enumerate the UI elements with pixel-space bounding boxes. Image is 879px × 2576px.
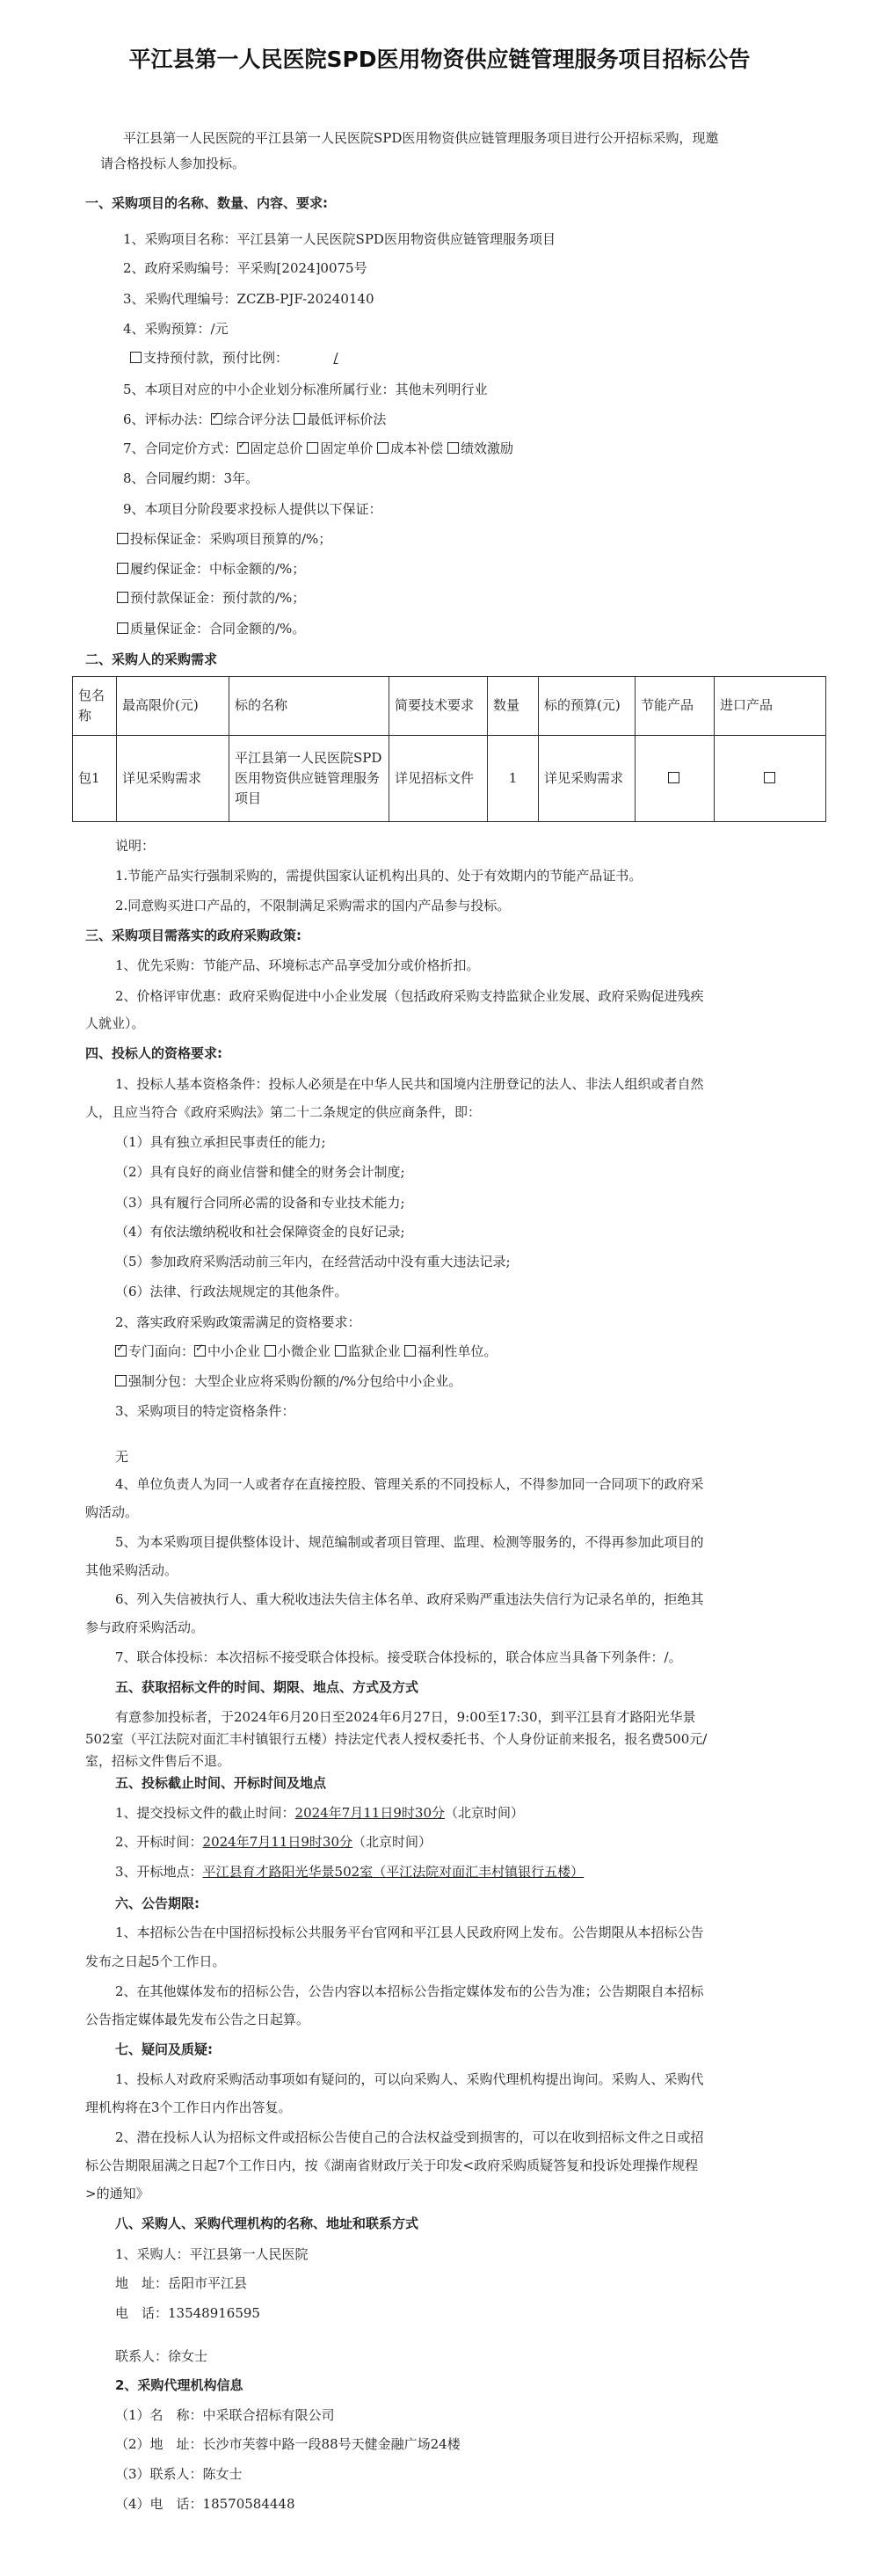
condition-line: （4）有依法缴纳税收和社会保障资金的良好记录; <box>115 1224 405 1240</box>
section-heading: 四、投标人的资格要求: <box>85 1045 222 1061</box>
item-line: 1、本招标公告在中国招标投标公共服务平台官网和平江县人民政府网上发布。公告期限从本招标公告 <box>115 1925 704 1940</box>
agent-line: （2）地 址：长沙市芙蓉中路一段88号天健金融广场24楼 <box>115 2436 461 2452</box>
option-label: 小微企业 <box>277 1343 331 1359</box>
item-line: 2、价格评审优惠：政府采购促进中小企业发展（包括政府采购支持监狱企业发展、政府采购促进残疾 <box>115 988 704 1004</box>
table-header-cell: 标的名称 <box>229 677 389 736</box>
import-product-cell <box>715 736 826 822</box>
intro-line: 平江县第一人民医院的平江县第一人民医院SPD医用物资供应链管理服务项目进行公开招标采购，现邀 <box>123 130 719 146</box>
agent-line: （1）名 称：中采联合招标有限公司 <box>115 2407 335 2423</box>
item-line: 4、单位负责人为同一人或者存在直接控股、管理关系的不同投标人，不得参加同一合同项下的政府采 <box>115 1476 704 1492</box>
checked-checkbox-icon <box>211 413 222 425</box>
section-heading: 五、投标截止时间、开标时间及地点 <box>115 1775 327 1791</box>
table-row <box>73 736 826 822</box>
table-header-row <box>73 677 826 736</box>
item-line: 3、采购项目的特定资格条件： <box>115 1403 295 1419</box>
table-cell: 包1 <box>73 736 117 822</box>
option-label: 绩效激励 <box>460 440 513 456</box>
item-line: 9、本项目分阶段要求投标人提供以下保证： <box>123 501 382 517</box>
item-line: 人，且应当符合《政府采购法》第二十二条规定的供应商条件，即： <box>85 1104 482 1120</box>
guarantee-line <box>117 563 305 576</box>
condition-line: （5）参加政府采购活动前三年内，在经营活动中没有重大违法记录; <box>115 1254 511 1270</box>
item-line: 6、列入失信被执行人、重大税收违法失信主体名单、政府采购严重违法失信行为记录名单的，拒绝其 <box>115 1591 704 1607</box>
checkbox-icon <box>265 1345 276 1357</box>
option-label: 中小企业 <box>207 1343 261 1359</box>
option-label: 监狱企业 <box>347 1343 401 1359</box>
checkbox-icon <box>117 592 128 603</box>
buyer-contact: 联系人：徐女士 <box>115 2348 208 2364</box>
guarantee-line <box>117 533 331 546</box>
checkbox-icon <box>335 1345 346 1357</box>
item-line: 其他采购活动。 <box>85 1562 178 1578</box>
eval-line <box>123 413 386 426</box>
table-header-cell: 标的预算(元) <box>539 677 636 736</box>
table-header-cell: 包名称 <box>73 677 117 736</box>
item-line: 502室（平江法院对面汇丰村镇银行五楼）持法定代表人授权委托书、个人身份证前来报名，报名费500元/ <box>85 1731 708 1747</box>
checkbox-icon <box>307 442 318 454</box>
checkbox-icon <box>117 533 128 544</box>
prepay-line <box>130 352 383 365</box>
option-label: 固定总价 <box>250 440 303 456</box>
option-label: 成本补偿 <box>390 440 444 456</box>
guarantee-line <box>117 622 305 636</box>
open-time-value: 2024年7月11日9时30分 <box>202 1834 352 1850</box>
price-prefix: 7、合同定价方式： <box>123 440 237 456</box>
eval-prefix: 6、评标办法： <box>123 411 211 427</box>
table-cell: 详见招标文件 <box>389 736 488 822</box>
section-heading: 一、采购项目的名称、数量、内容、要求: <box>85 195 329 211</box>
table-header-cell: 数量 <box>488 677 539 736</box>
checked-checkbox-icon <box>194 1345 206 1357</box>
procurement-table <box>72 676 826 822</box>
item-line: 3、采购代理编号：ZCZB-PJF-20240140 <box>123 291 374 307</box>
open-place-label: 3、开标地点： <box>115 1864 203 1880</box>
item-line: 标公告期限届满之日起7个工作日内，按《湖南省财政厅关于印发<政府采购质疑答复和投诉处理操作规程 <box>85 2158 699 2173</box>
prepay-value: / <box>333 350 338 366</box>
item-line: 公告指定媒体最先发布公告之日起算。 <box>85 2012 310 2027</box>
timezone-note: （北京时间） <box>352 1834 432 1850</box>
section-heading: 五、获取招标文件的时间、期限、地点、方式及方式 <box>115 1679 419 1695</box>
intro-line: 请合格投标人参加投标。 <box>100 156 246 171</box>
open-place-value: 平江县育才路阳光华景502室（平江法院对面汇丰村镇银行五楼） <box>202 1864 585 1880</box>
condition-line: （1）具有独立承担民事责任的能力; <box>115 1134 326 1150</box>
buyer-phone: 电 话：13548916595 <box>115 2305 260 2321</box>
option-label: 综合评分法 <box>223 411 290 427</box>
table-header-cell: 节能产品 <box>636 677 715 736</box>
table-header-cell: 进口产品 <box>715 677 826 736</box>
item-line: 无 <box>115 1449 129 1465</box>
guarantee-line <box>117 592 305 605</box>
table-cell: 1 <box>488 736 539 822</box>
item-line: 2、在其他媒体发布的招标公告，公告内容以本招标公告指定媒体发布的公告为准；公告期限自本招标 <box>115 1983 704 1999</box>
item-line: 2、政府采购编号：平采购[2024]0075号 <box>123 260 367 276</box>
checkbox-icon <box>117 622 128 634</box>
item-line: 购活动。 <box>85 1504 139 1520</box>
item-line: 1、投标人对政府采购活动事项如有疑问的，可以向采购人、采购代理机构提出询问。采购人、采购代 <box>115 2071 704 2087</box>
note-label: 说明： <box>115 838 156 854</box>
deadline-value: 2024年7月11日9时30分 <box>294 1805 445 1821</box>
buyer-line: 1、采购人：平江县第一人民医院 <box>115 2246 309 2262</box>
deadline-line <box>115 1807 524 1820</box>
table-cell: 平江县第一人民医院SPD医用物资供应链管理服务项目 <box>229 736 389 822</box>
option-label: 最低评标价法 <box>307 411 387 427</box>
item-line: 5、为本采购项目提供整体设计、规范编制或者项目管理、监理、检测等服务的，不得再参加此项目的 <box>115 1534 704 1550</box>
checkbox-icon <box>117 563 128 574</box>
item-line: 1、采购项目名称：平江县第一人民医院SPD医用物资供应链管理服务项目 <box>123 231 556 247</box>
item-line: 1、投标人基本资格条件：投标人必须是在中华人民共和国境内注册登记的法人、非法人组织或者自然 <box>115 1076 704 1092</box>
checkbox-icon <box>115 1375 127 1386</box>
note-line: 1.节能产品实行强制采购的，需提供国家认证机构出具的、处于有效期内的节能产品证书。 <box>115 868 643 884</box>
subcontract-line <box>115 1375 461 1388</box>
item-line: 人就业）。 <box>85 1015 145 1031</box>
option-label: 固定单价 <box>320 440 374 456</box>
condition-line: （2）具有良好的商业信誉和健全的财务会计制度; <box>115 1164 405 1180</box>
checked-checkbox-icon <box>237 442 249 454</box>
section-heading: 八、采购人、采购代理机构的名称、地址和联系方式 <box>115 2216 419 2231</box>
agent-line: （4）电 话：18570584448 <box>115 2496 295 2512</box>
table-header-cell: 最高限价(元) <box>117 677 229 736</box>
item-line: 8、合同履约期：3年。 <box>123 470 259 486</box>
note-line: 2.同意购买进口产品的，不限制满足采购需求的国内产品参与投标。 <box>115 898 511 913</box>
open-time-label: 2、开标时间： <box>115 1834 203 1850</box>
checkbox-icon <box>447 442 459 454</box>
section-heading: 六、公告期限: <box>115 1896 200 1911</box>
checkbox-icon <box>377 442 389 454</box>
item-line: 发布之日起5个工作日。 <box>85 1954 226 1969</box>
item-line: 理机构将在3个工作日内作出答复。 <box>85 2099 292 2115</box>
item-line: 参与政府采购活动。 <box>85 1619 205 1635</box>
condition-line: （6）法律、行政法规规定的其他条件。 <box>115 1284 348 1299</box>
page-title: 平江县第一人民医院SPD医用物资供应链管理服务项目招标公告 <box>128 47 751 72</box>
item-line: 2、潜在投标人认为招标文件或招标公告使自己的合法权益受到损害的，可以在收到招标文件之日或招 <box>115 2129 704 2145</box>
policy-line <box>115 1345 497 1358</box>
checkbox-icon <box>294 413 305 425</box>
item-line: >的通知》 <box>85 2186 149 2201</box>
section-heading: 七、疑问及质疑: <box>115 2041 213 2057</box>
buyer-address: 地 址：岳阳市平江县 <box>115 2275 248 2291</box>
table-cell: 详见采购需求 <box>539 736 636 822</box>
guarantee-text: 投标保证金：采购项目预算的/%； <box>130 531 332 547</box>
option-label: 福利性单位。 <box>418 1343 498 1359</box>
agent-line: （3）联系人：陈女士 <box>115 2466 243 2482</box>
item-line: 5、本项目对应的中小企业划分标准所属行业：其他未列明行业 <box>123 382 488 397</box>
checkbox-icon <box>668 772 679 783</box>
deadline-label: 1、提交投标文件的截止时间： <box>115 1805 295 1821</box>
section-heading: 三、采购项目需落实的政府采购政策: <box>85 928 302 943</box>
checkbox-icon <box>404 1345 416 1357</box>
open-time-line <box>115 1836 432 1849</box>
option-label: 专门面向： <box>128 1343 195 1359</box>
checked-checkbox-icon <box>115 1345 127 1357</box>
prepay-label: 支持预付款，预付比例： <box>143 350 289 366</box>
agent-heading: 2、采购代理机构信息 <box>115 2377 243 2393</box>
guarantee-text: 质量保证金：合同金额的/%。 <box>130 621 306 637</box>
checkbox-icon <box>130 352 142 363</box>
guarantee-text: 履约保证金：中标金额的/%； <box>130 561 306 577</box>
item-line: 7、联合体投标：本次招标不接受联合体投标。接受联合体投标的，联合体应当具备下列条件：/。 <box>115 1649 682 1665</box>
subcontract-text: 强制分包：大型企业应将采购份额的/%分包给中小企业。 <box>128 1373 462 1389</box>
condition-line: （3）具有履行合同所必需的设备和专业技术能力; <box>115 1195 405 1211</box>
table-cell: 详见采购需求 <box>117 736 229 822</box>
section-heading: 二、采购人的采购需求 <box>85 651 218 667</box>
item-line: 1、优先采购：节能产品、环境标志产品享受加分或价格折扣。 <box>115 957 480 973</box>
item-line: 2、落实政府采购政策需满足的资格要求： <box>115 1314 361 1330</box>
item-line: 室，招标文件售后不退。 <box>85 1753 231 1769</box>
item-line: 4、采购预算：/元 <box>123 321 229 337</box>
guarantee-text: 预付款保证金：预付款的/%； <box>130 590 306 606</box>
timezone-note: （北京时间） <box>444 1805 524 1821</box>
checkbox-icon <box>764 772 775 783</box>
table-header-cell: 简要技术要求 <box>389 677 488 736</box>
item-line: 有意参加投标者，于2024年6月20日至2024年6月27日，9:00至17:30，到平江县育才路阳光华景 <box>115 1709 696 1725</box>
price-line <box>123 442 513 455</box>
energy-product-cell <box>636 736 715 822</box>
open-place-line <box>115 1866 584 1879</box>
